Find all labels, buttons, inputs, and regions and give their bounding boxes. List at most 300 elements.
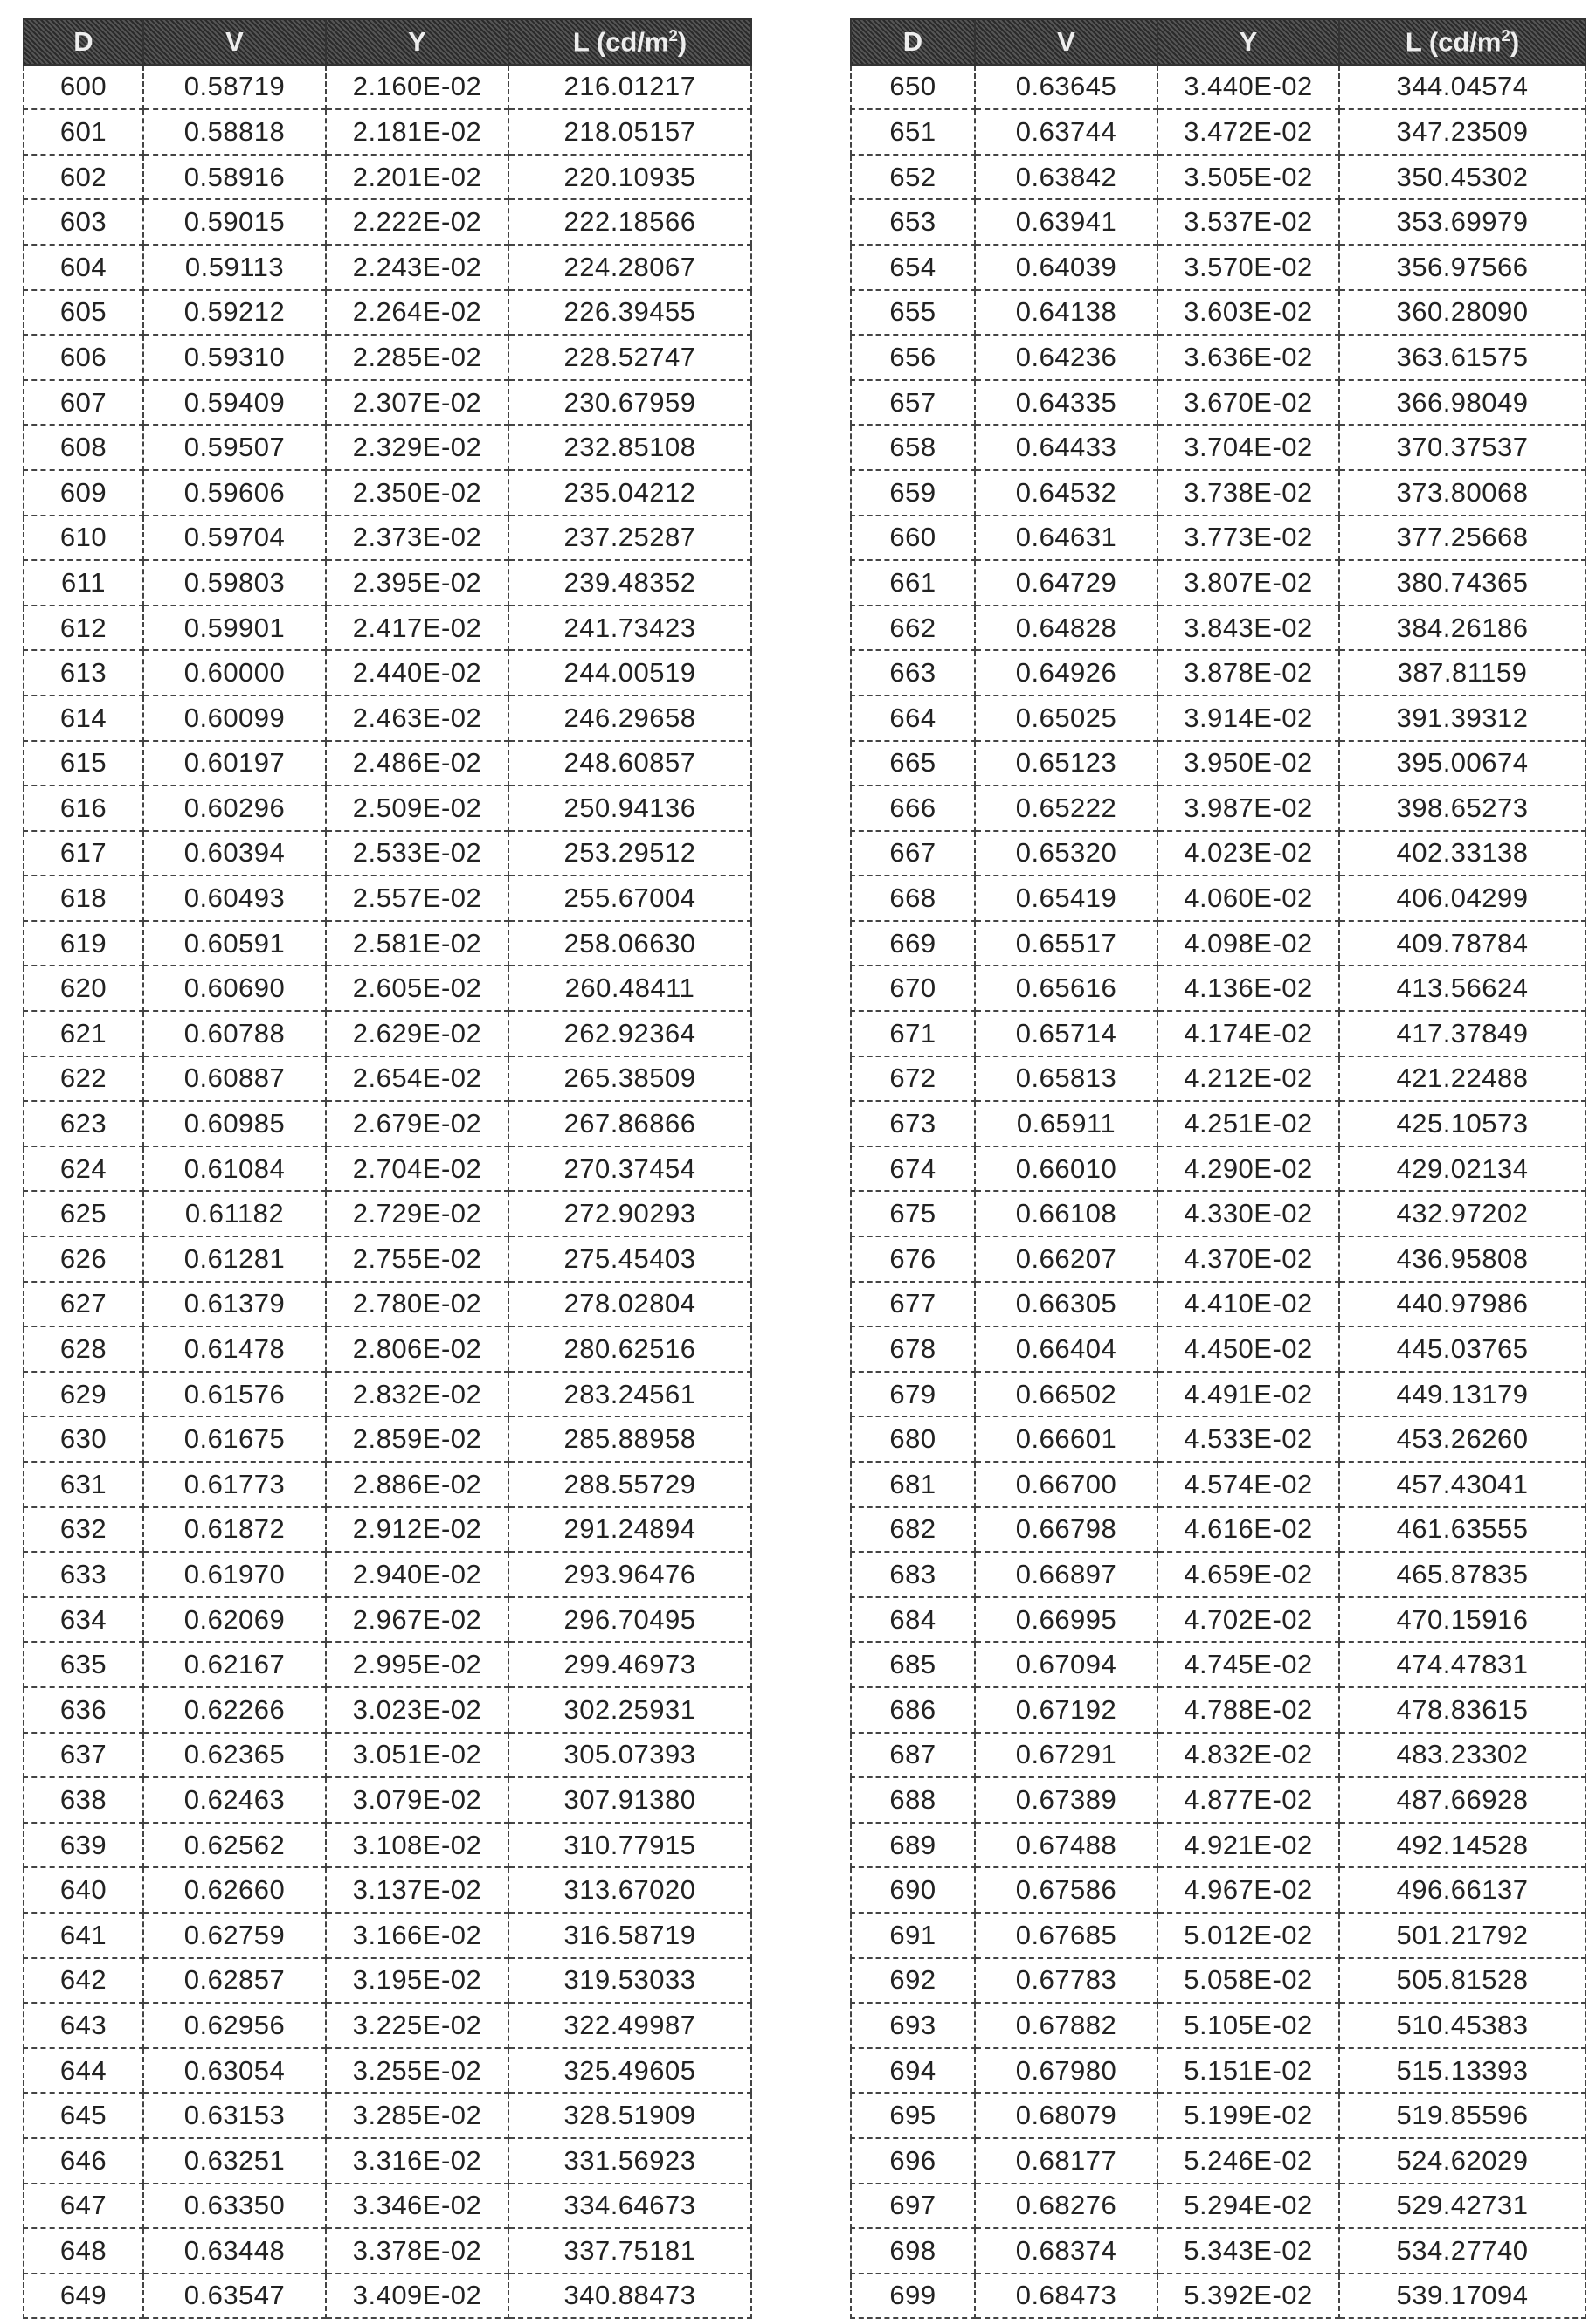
cell-y: 2.995E-02	[326, 1642, 508, 1687]
table-row	[24, 1056, 751, 1102]
cell-v: 0.68079	[975, 2093, 1157, 2138]
cell-l: 270.37454	[508, 1146, 751, 1192]
cell-l: 288.55729	[508, 1462, 751, 1507]
cell-v: 0.66404	[975, 1326, 1157, 1372]
cell-l: 255.67004	[508, 876, 751, 921]
cell-d: 694	[851, 2048, 975, 2094]
cell-y: 4.877E-02	[1157, 1777, 1339, 1823]
cell-l: 436.95808	[1339, 1236, 1586, 1282]
table-row	[851, 1056, 1586, 1102]
cell-l: 222.18566	[508, 199, 751, 245]
cell-l: 328.51909	[508, 2093, 751, 2138]
cell-v: 0.59310	[143, 335, 326, 380]
cell-l: 299.46973	[508, 1642, 751, 1687]
cell-d: 686	[851, 1687, 975, 1733]
cell-l: 402.33138	[1339, 831, 1586, 876]
cell-l: 417.37849	[1339, 1011, 1586, 1056]
cell-d: 611	[24, 560, 143, 606]
cell-v: 0.60000	[143, 650, 326, 696]
cell-l: 322.49987	[508, 2003, 751, 2048]
table-row	[24, 1011, 751, 1056]
table-row	[24, 1326, 751, 1372]
cell-y: 2.486E-02	[326, 741, 508, 786]
cell-l: 291.24894	[508, 1507, 751, 1553]
cell-d: 672	[851, 1056, 975, 1102]
table-row	[24, 245, 751, 290]
cell-l: 465.87835	[1339, 1552, 1586, 1597]
cell-d: 636	[24, 1687, 143, 1733]
cell-v: 0.63153	[143, 2093, 326, 2138]
cell-y: 2.160E-02	[326, 65, 508, 110]
cell-v: 0.66798	[975, 1507, 1157, 1553]
cell-v: 0.60493	[143, 876, 326, 921]
table-row	[851, 1687, 1586, 1733]
table-row	[851, 1326, 1586, 1372]
cell-v: 0.66995	[975, 1597, 1157, 1643]
cell-y: 3.878E-02	[1157, 650, 1339, 696]
table-row	[851, 199, 1586, 245]
cell-v: 0.67291	[975, 1733, 1157, 1778]
cell-y: 4.098E-02	[1157, 921, 1339, 966]
cell-y: 3.670E-02	[1157, 380, 1339, 426]
header-y: Y	[326, 19, 508, 65]
cell-y: 4.533E-02	[1157, 1416, 1339, 1462]
table-row	[851, 2003, 1586, 2048]
table-row	[24, 516, 751, 561]
cell-v: 0.60788	[143, 1011, 326, 1056]
cell-v: 0.64236	[975, 335, 1157, 380]
cell-y: 5.151E-02	[1157, 2048, 1339, 2094]
cell-v: 0.59212	[143, 290, 326, 336]
cell-v: 0.64926	[975, 650, 1157, 696]
table-row	[851, 2228, 1586, 2274]
cell-y: 3.255E-02	[326, 2048, 508, 2094]
cell-l: 510.45383	[1339, 2003, 1586, 2048]
cell-l: 366.98049	[1339, 380, 1586, 426]
cell-d: 692	[851, 1958, 975, 2004]
cell-y: 2.581E-02	[326, 921, 508, 966]
cell-d: 601	[24, 109, 143, 155]
cell-y: 4.450E-02	[1157, 1326, 1339, 1372]
cell-l: 226.39455	[508, 290, 751, 336]
cell-v: 0.68473	[975, 2274, 1157, 2319]
table-row	[851, 966, 1586, 1011]
cell-v: 0.61576	[143, 1372, 326, 1417]
table-row	[24, 1146, 751, 1192]
cell-l: 325.49605	[508, 2048, 751, 2094]
cell-l: 519.85596	[1339, 2093, 1586, 2138]
cell-d: 695	[851, 2093, 975, 2138]
table-row	[24, 425, 751, 470]
table-row	[851, 650, 1586, 696]
cell-v: 0.63941	[975, 199, 1157, 245]
table-row	[24, 2228, 751, 2274]
header-l-unit: L (cd/m	[1406, 26, 1502, 57]
cell-y: 5.294E-02	[1157, 2184, 1339, 2229]
cell-d: 660	[851, 516, 975, 561]
cell-y: 2.967E-02	[326, 1597, 508, 1643]
cell-d: 614	[24, 696, 143, 741]
cell-l: 258.06630	[508, 921, 751, 966]
header-d: D	[851, 19, 975, 65]
cell-d: 617	[24, 831, 143, 876]
cell-d: 641	[24, 1913, 143, 1958]
cell-l: 380.74365	[1339, 560, 1586, 606]
cell-v: 0.60099	[143, 696, 326, 741]
table-row	[851, 2048, 1586, 2094]
cell-y: 4.659E-02	[1157, 1552, 1339, 1597]
table-row	[24, 2048, 751, 2094]
cell-y: 3.570E-02	[1157, 245, 1339, 290]
cell-v: 0.62365	[143, 1733, 326, 1778]
cell-l: 296.70495	[508, 1597, 751, 1643]
cell-d: 631	[24, 1462, 143, 1507]
cell-v: 0.61478	[143, 1326, 326, 1372]
table-row	[24, 65, 751, 110]
header-l-exponent: 2	[1502, 26, 1510, 45]
cell-d: 605	[24, 290, 143, 336]
cell-y: 2.373E-02	[326, 516, 508, 561]
cell-d: 665	[851, 741, 975, 786]
cell-d: 668	[851, 876, 975, 921]
cell-v: 0.63448	[143, 2228, 326, 2274]
table-row	[851, 1507, 1586, 1553]
header-l-close: )	[1510, 26, 1519, 57]
table-row	[851, 2138, 1586, 2184]
cell-v: 0.64039	[975, 245, 1157, 290]
table-row	[24, 1416, 751, 1462]
cell-v: 0.65911	[975, 1101, 1157, 1146]
table-row	[24, 741, 751, 786]
cell-l: 363.61575	[1339, 335, 1586, 380]
cell-y: 3.166E-02	[326, 1913, 508, 1958]
cell-y: 3.537E-02	[1157, 199, 1339, 245]
cell-d: 649	[24, 2274, 143, 2319]
cell-l: 302.25931	[508, 1687, 751, 1733]
cell-y: 3.914E-02	[1157, 696, 1339, 741]
cell-l: 319.53033	[508, 1958, 751, 2004]
cell-v: 0.61872	[143, 1507, 326, 1553]
cell-v: 0.66700	[975, 1462, 1157, 1507]
table-row	[851, 470, 1586, 516]
cell-d: 691	[851, 1913, 975, 1958]
header-y: Y	[1157, 19, 1339, 65]
cell-y: 2.859E-02	[326, 1416, 508, 1462]
cell-d: 646	[24, 2138, 143, 2184]
cell-l: 285.88958	[508, 1416, 751, 1462]
cell-d: 625	[24, 1191, 143, 1236]
table-row	[851, 921, 1586, 966]
cell-y: 5.392E-02	[1157, 2274, 1339, 2319]
cell-d: 674	[851, 1146, 975, 1192]
cell-y: 3.346E-02	[326, 2184, 508, 2229]
table-row	[851, 1597, 1586, 1643]
cell-l: 239.48352	[508, 560, 751, 606]
cell-y: 4.174E-02	[1157, 1011, 1339, 1056]
cell-l: 373.80068	[1339, 470, 1586, 516]
cell-d: 621	[24, 1011, 143, 1056]
cell-v: 0.64729	[975, 560, 1157, 606]
header-row	[851, 19, 1586, 65]
cell-l: 272.90293	[508, 1191, 751, 1236]
cell-y: 3.225E-02	[326, 2003, 508, 2048]
cell-y: 3.505E-02	[1157, 155, 1339, 200]
cell-y: 2.463E-02	[326, 696, 508, 741]
cell-y: 3.079E-02	[326, 1777, 508, 1823]
cell-v: 0.62956	[143, 2003, 326, 2048]
cell-v: 0.67586	[975, 1867, 1157, 1913]
cell-d: 606	[24, 335, 143, 380]
table-row	[24, 650, 751, 696]
cell-v: 0.59803	[143, 560, 326, 606]
cell-l: 275.45403	[508, 1236, 751, 1282]
cell-y: 2.940E-02	[326, 1552, 508, 1597]
cell-d: 657	[851, 380, 975, 426]
cell-v: 0.68177	[975, 2138, 1157, 2184]
cell-y: 2.350E-02	[326, 470, 508, 516]
cell-v: 0.62562	[143, 1823, 326, 1868]
cell-y: 3.440E-02	[1157, 65, 1339, 110]
cell-v: 0.59015	[143, 199, 326, 245]
cell-l: 216.01217	[508, 65, 751, 110]
cell-v: 0.68276	[975, 2184, 1157, 2229]
cell-v: 0.62660	[143, 1867, 326, 1913]
cell-d: 637	[24, 1733, 143, 1778]
cell-y: 2.679E-02	[326, 1101, 508, 1146]
cell-l: 241.73423	[508, 606, 751, 651]
cell-y: 3.843E-02	[1157, 606, 1339, 651]
cell-l: 529.42731	[1339, 2184, 1586, 2229]
cell-y: 4.616E-02	[1157, 1507, 1339, 1553]
cell-l: 310.77915	[508, 1823, 751, 1868]
table-row	[24, 1913, 751, 1958]
cell-y: 3.807E-02	[1157, 560, 1339, 606]
cell-y: 3.137E-02	[326, 1867, 508, 1913]
cell-d: 626	[24, 1236, 143, 1282]
cell-y: 5.343E-02	[1157, 2228, 1339, 2274]
cell-d: 650	[851, 65, 975, 110]
table-row	[24, 2184, 751, 2229]
cell-v: 0.65616	[975, 966, 1157, 1011]
cell-y: 4.023E-02	[1157, 831, 1339, 876]
cell-y: 4.060E-02	[1157, 876, 1339, 921]
table-row	[851, 1552, 1586, 1597]
table-row	[24, 335, 751, 380]
cell-d: 639	[24, 1823, 143, 1868]
cell-v: 0.63645	[975, 65, 1157, 110]
cell-v: 0.66897	[975, 1552, 1157, 1597]
cell-l: 360.28090	[1339, 290, 1586, 336]
cell-y: 4.574E-02	[1157, 1462, 1339, 1507]
cell-d: 683	[851, 1552, 975, 1597]
table-row	[851, 560, 1586, 606]
cell-d: 676	[851, 1236, 975, 1282]
table-row	[24, 470, 751, 516]
table-row	[851, 1282, 1586, 1327]
table-row	[851, 741, 1586, 786]
cell-v: 0.67980	[975, 2048, 1157, 2094]
cell-y: 4.832E-02	[1157, 1733, 1339, 1778]
cell-l: 313.67020	[508, 1867, 751, 1913]
cell-d: 659	[851, 470, 975, 516]
header-v: V	[143, 19, 326, 65]
table-row	[24, 1282, 751, 1327]
table-row	[24, 1372, 751, 1417]
table-row	[851, 1236, 1586, 1282]
cell-y: 3.738E-02	[1157, 470, 1339, 516]
cell-l: 316.58719	[508, 1913, 751, 1958]
table-row	[851, 606, 1586, 651]
cell-v: 0.62463	[143, 1777, 326, 1823]
cell-d: 680	[851, 1416, 975, 1462]
cell-d: 698	[851, 2228, 975, 2274]
table-row	[851, 335, 1586, 380]
cell-y: 3.051E-02	[326, 1733, 508, 1778]
cell-d: 615	[24, 741, 143, 786]
table-row	[24, 831, 751, 876]
cell-v: 0.64138	[975, 290, 1157, 336]
table-row	[24, 1687, 751, 1733]
cell-d: 682	[851, 1507, 975, 1553]
cell-d: 677	[851, 1282, 975, 1327]
cell-v: 0.62857	[143, 1958, 326, 2004]
data-table-left	[23, 18, 752, 2319]
cell-d: 604	[24, 245, 143, 290]
cell-l: 347.23509	[1339, 109, 1586, 155]
cell-d: 623	[24, 1101, 143, 1146]
cell-y: 3.409E-02	[326, 2274, 508, 2319]
table-row	[851, 1867, 1586, 1913]
cell-l: 409.78784	[1339, 921, 1586, 966]
cell-v: 0.61379	[143, 1282, 326, 1327]
cell-y: 4.745E-02	[1157, 1642, 1339, 1687]
cell-v: 0.60690	[143, 966, 326, 1011]
cell-y: 4.491E-02	[1157, 1372, 1339, 1417]
cell-l: 432.97202	[1339, 1191, 1586, 1236]
cell-v: 0.65813	[975, 1056, 1157, 1102]
cell-d: 607	[24, 380, 143, 426]
cell-y: 4.136E-02	[1157, 966, 1339, 1011]
cell-v: 0.67094	[975, 1642, 1157, 1687]
table-row	[851, 1416, 1586, 1462]
table-row	[24, 606, 751, 651]
cell-y: 2.509E-02	[326, 786, 508, 831]
cell-v: 0.65714	[975, 1011, 1157, 1056]
table-row	[24, 786, 751, 831]
table-row	[24, 1507, 751, 1553]
cell-d: 644	[24, 2048, 143, 2094]
cell-l: 515.13393	[1339, 2048, 1586, 2094]
table-row	[24, 1552, 751, 1597]
cell-v: 0.65419	[975, 876, 1157, 921]
cell-l: 384.26186	[1339, 606, 1586, 651]
cell-l: 470.15916	[1339, 1597, 1586, 1643]
table-row	[851, 1823, 1586, 1868]
cell-l: 344.04574	[1339, 65, 1586, 110]
table-row	[24, 155, 751, 200]
cell-v: 0.62266	[143, 1687, 326, 1733]
cell-d: 648	[24, 2228, 143, 2274]
cell-y: 3.316E-02	[326, 2138, 508, 2184]
cell-y: 5.105E-02	[1157, 2003, 1339, 2048]
cell-y: 3.950E-02	[1157, 741, 1339, 786]
table-row	[24, 2274, 751, 2319]
cell-l: 478.83615	[1339, 1687, 1586, 1733]
cell-d: 689	[851, 1823, 975, 1868]
cell-v: 0.65517	[975, 921, 1157, 966]
cell-d: 664	[851, 696, 975, 741]
cell-d: 622	[24, 1056, 143, 1102]
cell-y: 4.290E-02	[1157, 1146, 1339, 1192]
cell-y: 5.199E-02	[1157, 2093, 1339, 2138]
cell-l: 253.29512	[508, 831, 751, 876]
cell-y: 4.788E-02	[1157, 1687, 1339, 1733]
cell-d: 608	[24, 425, 143, 470]
cell-l: 305.07393	[508, 1733, 751, 1778]
cell-d: 613	[24, 650, 143, 696]
cell-y: 3.472E-02	[1157, 109, 1339, 155]
cell-d: 645	[24, 2093, 143, 2138]
cell-y: 5.058E-02	[1157, 1958, 1339, 2004]
cell-v: 0.65222	[975, 786, 1157, 831]
cell-v: 0.62759	[143, 1913, 326, 1958]
table-row	[24, 1191, 751, 1236]
table-row	[24, 1101, 751, 1146]
cell-v: 0.59606	[143, 470, 326, 516]
cell-v: 0.66305	[975, 1282, 1157, 1327]
cell-l: 350.45302	[1339, 155, 1586, 200]
cell-v: 0.67685	[975, 1913, 1157, 1958]
table-row	[24, 1958, 751, 2004]
cell-l: 334.64673	[508, 2184, 751, 2229]
cell-l: 421.22488	[1339, 1056, 1586, 1102]
cell-v: 0.65320	[975, 831, 1157, 876]
header-d: D	[24, 19, 143, 65]
cell-l: 250.94136	[508, 786, 751, 831]
cell-d: 643	[24, 2003, 143, 2048]
cell-y: 3.603E-02	[1157, 290, 1339, 336]
cell-y: 2.654E-02	[326, 1056, 508, 1102]
cell-v: 0.59901	[143, 606, 326, 651]
table-row	[24, 199, 751, 245]
table-row	[24, 2003, 751, 2048]
table-row	[851, 696, 1586, 741]
cell-v: 0.67488	[975, 1823, 1157, 1868]
cell-y: 3.987E-02	[1157, 786, 1339, 831]
cell-d: 642	[24, 1958, 143, 2004]
cell-d: 618	[24, 876, 143, 921]
table-row	[851, 1777, 1586, 1823]
cell-d: 640	[24, 1867, 143, 1913]
cell-d: 662	[851, 606, 975, 651]
table-row	[851, 1733, 1586, 1778]
cell-y: 3.378E-02	[326, 2228, 508, 2274]
cell-y: 2.307E-02	[326, 380, 508, 426]
cell-l: 370.37537	[1339, 425, 1586, 470]
header-l-unit: L (cd/m	[573, 26, 669, 57]
cell-v: 0.66010	[975, 1146, 1157, 1192]
header-l	[1339, 19, 1586, 65]
table-row	[24, 1777, 751, 1823]
cell-d: 661	[851, 560, 975, 606]
cell-l: 260.48411	[508, 966, 751, 1011]
cell-v: 0.65123	[975, 741, 1157, 786]
table-row	[851, 1191, 1586, 1236]
cell-d: 671	[851, 1011, 975, 1056]
cell-v: 0.58818	[143, 109, 326, 155]
cell-d: 663	[851, 650, 975, 696]
cell-d: 653	[851, 199, 975, 245]
